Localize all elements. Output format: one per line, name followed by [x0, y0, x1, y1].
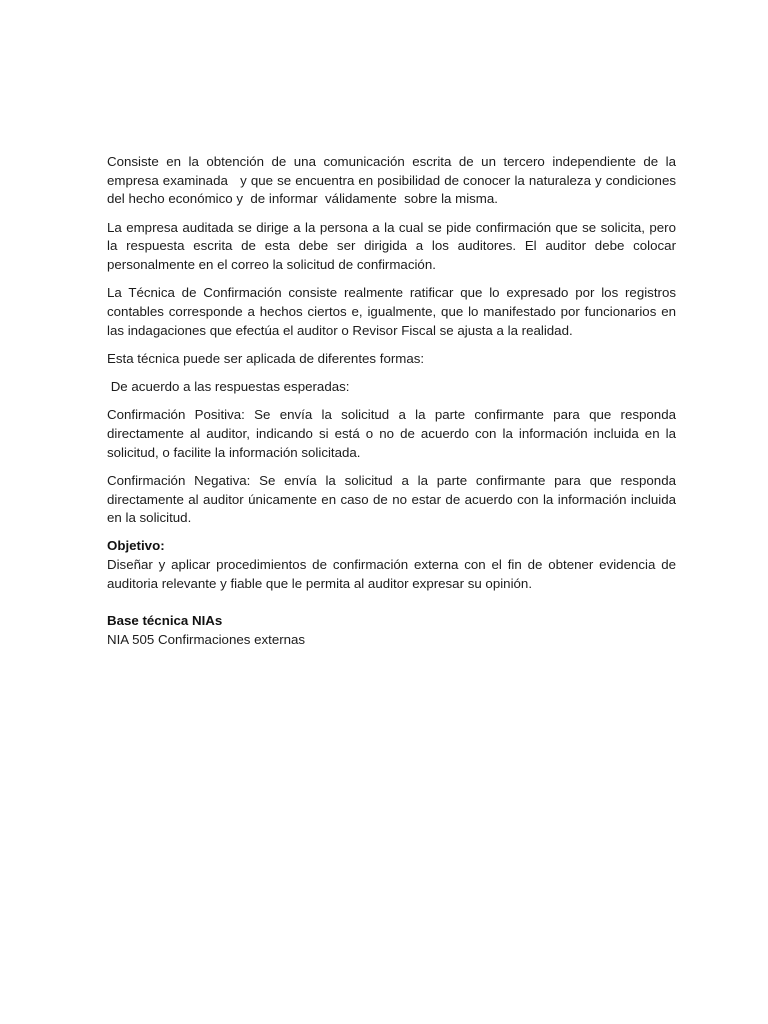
paragraph-procedure: La empresa auditada se dirige a la persona a la cual se pide confirmación que se solicita, pero la respuesta escrita de esta debe ser dirigida a los auditores. El auditor debe colocar personalmente en el correo la solicitud de confirmación. — [107, 219, 680, 273]
objective-section — [107, 537, 676, 593]
paragraph-technique: La Técnica de Confirmación consiste realmente ratificar que lo expresado por los registros contables corresponde a hechos ciertos e, igualmente, que lo manifestado por funcionarios en las indagaciones que efectúa el auditor o Revisor Fiscal se ajusta a la realidad. — [107, 285, 680, 338]
base-technique-heading: Base técnica NIAs — [107, 613, 223, 629]
paragraph-responses-intro: De acuerdo a las respuestas esperadas: — [107, 379, 350, 395]
objective-heading: Objetivo: — [107, 538, 165, 554]
paragraph-definition: Consiste en la obtención de una comunicación escrita de un tercero independiente de la empresa examinada y que se encuentra en posibilidad de conocer la naturaleza y condiciones del hecho económico y de informar válidamente sobre la misma. — [107, 154, 680, 207]
paragraph-positive-confirmation: Confirmación Positiva: Se envía la solicitud a la parte confirmante para que responda directamente al auditor, indicando si está o no de acuerdo con la información incluida en la solicitud, o facilite la información solicitada. — [107, 407, 680, 460]
objective-text: Diseñar y aplicar procedimientos de confirmación externa con el fin de obtener evidencia de auditoria relevante y fiable que le permita al auditor expresar su opinión. — [107, 557, 676, 591]
document-body — [107, 153, 680, 659]
paragraph-negative-confirmation: Confirmación Negativa: Se envía la solicitud a la parte confirmante para que responda directamente al auditor únicamente en caso de no estar de acuerdo con la información incluida en la solicitud. — [107, 472, 680, 526]
base-technique-section — [107, 612, 676, 649]
paragraph-forms-intro: Esta técnica puede ser aplicada de diferentes formas: — [107, 350, 425, 366]
base-technique-text: NIA 505 Confirmaciones externas — [107, 631, 306, 647]
